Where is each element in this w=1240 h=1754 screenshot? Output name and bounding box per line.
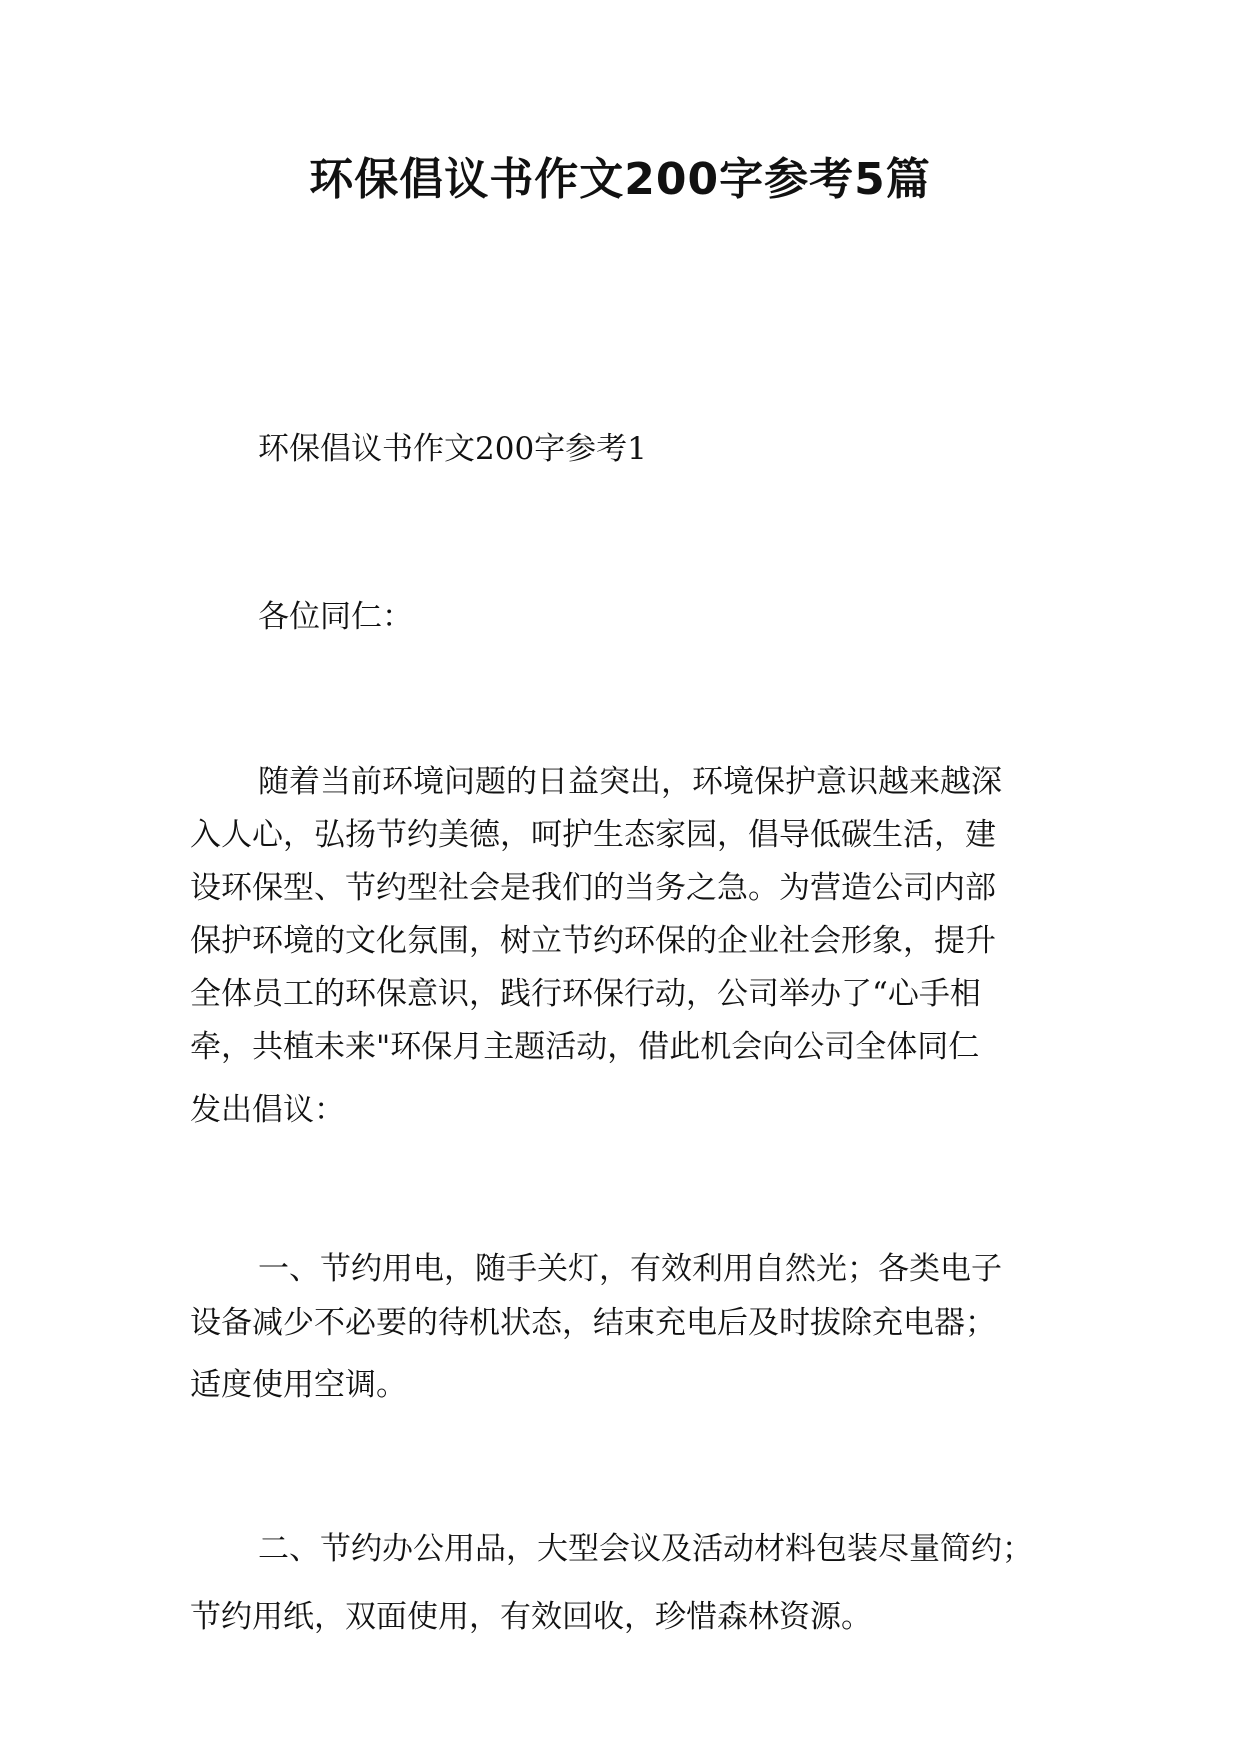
item-line: 二、节约办公用品，大型会议及活动材料包装尽量简约； bbox=[258, 1531, 1033, 1567]
item-line: 设备减少不必要的待机状态，结束充电后及时拔除充电器； bbox=[190, 1305, 996, 1341]
body-line: 保护环境的文化氛围，树立节约环保的企业社会形象，提升 bbox=[190, 923, 996, 959]
item-line: 一、节约用电，随手关灯，有效利用自然光；各类电子 bbox=[258, 1251, 1002, 1287]
body-line: 全体员工的环保意识，践行环保行动，公司举办了“心手相 bbox=[190, 976, 981, 1012]
body-line: 牵，共植未来"环保月主题活动，借此机会向公司全体同仁 bbox=[190, 1029, 980, 1065]
proposal-item-2 bbox=[190, 1522, 1050, 1644]
body-line: 随着当前环境问题的日益突出，环境保护意识越来越深 bbox=[258, 764, 1002, 800]
item-line: 节约用纸，双面使用，有效回收，珍惜森林资源。 bbox=[190, 1599, 872, 1635]
section-subtitle: 环保倡议书作文200字参考1 bbox=[258, 431, 647, 467]
body-line: 发出倡议： bbox=[190, 1092, 345, 1128]
proposal-item-1 bbox=[190, 1242, 1050, 1412]
document-title: 环保倡议书作文200字参考5篇 bbox=[309, 154, 931, 205]
greeting: 各位同仁： bbox=[258, 599, 413, 635]
body-line: 入人心，弘扬节约美德，呵护生态家园，倡导低碳生活，建 bbox=[190, 817, 996, 853]
body-line: 设环保型、节约型社会是我们的当务之急。为营造公司内部 bbox=[190, 870, 996, 906]
item-line: 适度使用空调。 bbox=[190, 1367, 407, 1403]
body-paragraph bbox=[190, 756, 1050, 1137]
